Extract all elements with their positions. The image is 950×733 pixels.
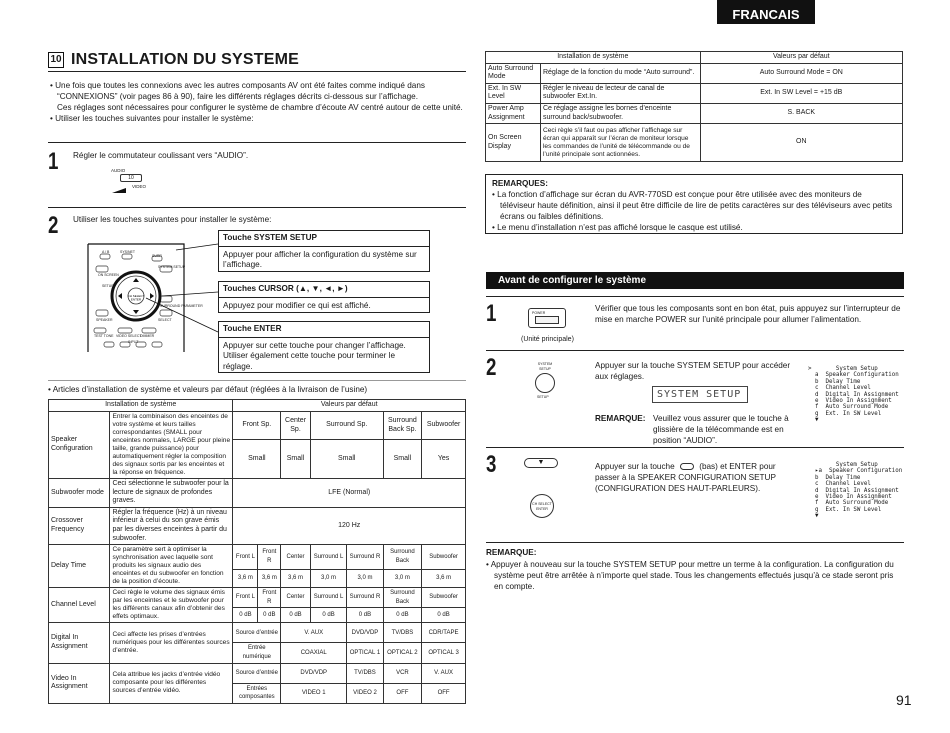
speaker-col: Front Sp. (233, 412, 281, 440)
callout-cursor (218, 281, 430, 313)
osd-line: g Ext. In SW Level (808, 506, 882, 513)
channel-col: Surround Back (383, 588, 421, 608)
delay-time-desc: Ce paramètre sert à optimiser la synchronisation avec laquelle sont produits les signaux audio des enceintes et du subwoofer en fonction de la position d’écoute. (110, 545, 233, 588)
video-in-val: VIDEO 2 (347, 683, 383, 703)
delay-col: Subwoofer (422, 545, 466, 570)
left-step-2-text: Utiliser les touches suivantes pour installer le système: (73, 215, 272, 224)
subwoofer-mode-name: Subwoofer mode (49, 479, 110, 508)
remote-label-surround-parameter: SURROUND PARAMETER (160, 304, 203, 308)
digital-in-val: CDR/TAPE (422, 623, 466, 643)
delay-val: 3,6 m (258, 569, 281, 587)
osd-line: f Auto Surround Mode (808, 500, 889, 507)
remote-label-setup: SETUP (102, 284, 114, 288)
delay-col: Front L (233, 545, 258, 570)
final-remark-title: REMARQUE: (486, 548, 537, 557)
switch-video-label: VIDEO (132, 184, 147, 189)
digital-in-name: Digital In Assignment (49, 623, 110, 663)
system-settings-table (48, 399, 466, 704)
osd-line: ▼ (808, 417, 819, 424)
power-button-illustration (528, 308, 566, 328)
speaker-val: Small (233, 440, 281, 479)
section-number: 10 (48, 52, 64, 68)
step1-rule (48, 142, 466, 143)
right-step-2-remark: Veuillez vous assurer que le touche à glissière de la télécommande est en position “AUDIO”. (653, 414, 789, 445)
video-in-name: Video In Assignment (49, 663, 110, 703)
delay-val: 3,0 m (310, 569, 346, 587)
channel-col: Surround R (347, 588, 383, 608)
callout-system-setup-head: Touche SYSTEM SETUP (219, 231, 429, 247)
digital-in-val: DVD/VDP (347, 623, 383, 643)
channel-level-desc: Ceci règle le volume des signaux émis par les enceintes et le subwoofer pour les différents canaux afin d’obtenir des effets optimaux. (110, 588, 233, 623)
video-in-val: TV/DBS (347, 663, 383, 683)
digital-in-label: Entrée numérique (233, 643, 281, 663)
right-step-3-text (595, 461, 790, 494)
right-step3-rule (486, 447, 904, 448)
channel-val: 0 dB (383, 608, 421, 623)
osd-line: a Speaker Configuration (808, 372, 899, 379)
delay-val: 3,6 m (281, 569, 311, 587)
speaker-val: Small (310, 440, 383, 479)
right-step-2-remark-label: REMARQUE: (595, 414, 646, 423)
digital-in-val: OPTICAL 1 (347, 643, 383, 663)
remote-label-dimmer: DIMMER (140, 334, 155, 338)
remote-label-test-tone: TEST TONE (94, 334, 114, 338)
channel-col: Front L (233, 588, 258, 608)
right-step-1-text: Vérifier que tous les composants sont en bon état, puis appuyez sur l’interrupteur de mise en marche POWER sur l’unité principale pour allumer l’alimentation. (595, 304, 901, 324)
video-in-val: VCR (383, 663, 421, 683)
osd-line: b Delay Time (808, 474, 861, 481)
svg-text:CH SELECT: CH SELECT (127, 294, 145, 298)
left-step-1-number: 1 (48, 148, 59, 175)
main-unit-caption: (Unité principale) (521, 336, 574, 343)
delay-col: Surround L (310, 545, 346, 570)
left-step-1-text: Régler le commutateur coulissant vers “AUDIO”. (73, 151, 249, 160)
subwoofer-mode-desc: Ceci sélectionne le subwoofer pour la lecture de signaux de profondes graves. (110, 479, 233, 508)
table-header-default: Valeurs par défaut (233, 400, 466, 412)
remarks-bullet-2: • Le menu d’installation n’est pas affiché lorsque le casque est utilisé. (492, 223, 743, 232)
osd-line: System Setup (808, 462, 878, 468)
osd-line: g Ext. In SW Level (808, 410, 882, 417)
section-title: INSTALLATION DU SYSTEME (71, 51, 300, 68)
delay-val: 3,6 m (233, 569, 258, 587)
callout-cursor-head: Touches CURSOR (▲, ▼, ◄, ►) (219, 282, 429, 298)
table-header-setting: Installation de système (49, 400, 233, 412)
osd-line: ▸a Speaker Configuration (808, 468, 903, 475)
intro-bullet-1b: Ces réglages sont nécessaires pour configurer le système de chambre d’écoute AV centré autour de cette unité. (57, 103, 463, 112)
delay-time-name: Delay Time (49, 545, 110, 588)
speaker-val: Small (383, 440, 421, 479)
extra-row-val: Auto Surround Mode = ON (700, 63, 902, 83)
remarks-box (485, 174, 903, 234)
slide-switch: 10 (120, 174, 142, 182)
osd-line: f Auto Surround Mode (808, 404, 889, 411)
switch-audio-label: AUDIO (111, 168, 126, 173)
delay-col: Center (281, 545, 311, 570)
speaker-val: Yes (422, 440, 466, 479)
enter-button: CH SELECT ENTER (530, 494, 554, 518)
lcd-display: SYSTEM SETUP (652, 386, 748, 403)
osd-screen-step2 (808, 366, 903, 424)
digital-in-val: V. AUX (281, 623, 347, 643)
extra-row-desc: Régler le niveau de lecteur de canal de subwoofer Ext.In. (540, 83, 700, 103)
callout-enter (218, 321, 430, 373)
extra-row-desc: Ce réglage assigne les bornes d’enceinte surround back/subwoofer. (540, 103, 700, 123)
right-step-3-text-b: (bas) et ENTER pour passer à la SPEAKER CONFIGURATION SETUP (CONFIGURATION DES HAUT-PARLEURS). (595, 462, 776, 493)
remarks-bullet-1: • La fonction d’affichage sur écran du AVR-770SD est conçue pour être utilisée avec des moniteurs de téléviseur haute définition, ainsi il peut être difficile de lire de petits caractères sur des téléviseurs avec petits écrans ou faibles définitions. (492, 190, 893, 221)
power-label: POWER (532, 311, 546, 315)
delay-col: Front R (258, 545, 281, 570)
callout-system-setup (218, 230, 430, 272)
remote-label-sysnet: SYS/NET (120, 250, 135, 254)
remote-label-select: SELECT (158, 318, 172, 322)
system-setup-btn-label: SYSTEM SETUP (537, 362, 553, 371)
digital-in-desc: Ceci affecte les prises d’entrées numériques pour les différentes sources d’entrée. (110, 623, 233, 663)
video-in-label: Source d’entrée (233, 663, 281, 683)
channel-col: Center (281, 588, 311, 608)
extra-row-desc: Ceci règle s’il faut ou pas afficher l’affichage sur écran qui apparaît sur l’écran de moniteur lorsque les commandes de l’unité de télécommande ou de l’unité principale sont actionnées. (540, 124, 700, 162)
video-in-val: DVD/VDP (281, 663, 347, 683)
channel-col: Front R (258, 588, 281, 608)
intro-bullet-2: • Utiliser les touches suivantes pour installer le système: (50, 114, 254, 123)
digital-in-val: OPTICAL 2 (383, 643, 421, 663)
channel-level-name: Channel Level (49, 588, 110, 623)
callout-system-setup-body: Appuyer pour afficher la configuration du système sur l’affichage. (223, 249, 417, 270)
digital-in-label: Source d’entrée (233, 623, 281, 643)
speaker-col: Center Sp. (281, 412, 311, 440)
delay-col: Surround R (347, 545, 383, 570)
final-remark-rule (486, 542, 904, 543)
speaker-config-desc: Entrer la combinaison des enceintes de votre système et leurs tailles correspondantes (SMALL pour enceintes normales, LARGE pour pleine taille, grande puissance) pour automatiquement régler la composition des signaux sortis par les enceintes et la réponse en fréquence. (110, 412, 233, 479)
final-remark-text: • Appuyer à nouveau sur la touche SYSTEM SETUP pour mettre un terme à la configuration. La configuration du système peut être arrêtée à n’importe quel stade. Tous les changements effectués jusqu’à ce stade seront pris en compte. (486, 560, 894, 591)
extra-row-val: Ext. In SW Level = +15 dB (700, 83, 902, 103)
remote-label-surr: SURR (152, 254, 162, 258)
remote-label-system-setup: SYSTEM SETUP (158, 265, 186, 269)
right-step2-rule (486, 350, 904, 351)
right-step-3-number: 3 (486, 451, 497, 478)
system-setup-button (535, 373, 555, 393)
video-in-val: VIDEO 1 (281, 683, 347, 703)
extra-row-name: On Screen Display (486, 124, 541, 162)
osd-line: c Channel Level (808, 385, 871, 392)
delay-col: Surround Back (383, 545, 421, 570)
left-step-2-number: 2 (48, 212, 59, 239)
channel-val: 0 dB (310, 608, 346, 623)
delay-val: 3,6 m (422, 569, 466, 587)
extra-header-setting: Installation de système (486, 52, 701, 64)
channel-col: Surround L (310, 588, 346, 608)
extra-row-desc: Réglage de la fonction du mode “Auto surround”. (540, 63, 700, 83)
extra-row-name: Auto Surround Mode (486, 63, 541, 83)
delay-val: 3,0 m (383, 569, 421, 587)
extra-row-val: S. BACK (700, 103, 902, 123)
extra-row-name: Power Amp Assignment (486, 103, 541, 123)
extra-row-val: ON (700, 124, 902, 162)
crossover-val: 120 Hz (233, 507, 466, 544)
right-step-2-number: 2 (486, 354, 497, 381)
right-step-3-text-a: Appuyer sur la touche (595, 462, 675, 471)
osd-screen-step3 (808, 462, 903, 520)
items-rule (48, 380, 466, 381)
delay-val: 3,0 m (347, 569, 383, 587)
right-step-1-number: 1 (486, 300, 497, 327)
remote-label-on-screen: ON SCREEN (98, 273, 119, 277)
crossover-desc: Régler la fréquence (Hz) à un niveau inférieur à celui du son grave émis par les diverses enceintes à partir du subwoofer. (110, 507, 233, 544)
video-in-val: V. AUX (422, 663, 466, 683)
crossover-name: Crossover Frequency (49, 507, 110, 544)
extra-header-default: Valeurs par défaut (700, 52, 902, 64)
osd-line: e Video In Assignment (808, 494, 892, 501)
remote-label-input: INPUT (128, 340, 139, 344)
extra-settings-table (485, 51, 903, 162)
callout-enter-body: Appuyer sur cette touche pour changer l’affichage. Utiliser également cette touche pour terminer le réglage. (223, 340, 406, 371)
digital-in-val: TV/DBS (383, 623, 421, 643)
digital-in-val: COAXIAL (281, 643, 347, 663)
subwoofer-mode-val: LFE (Normal) (233, 479, 466, 508)
speaker-col: Surround Sp. (310, 412, 383, 440)
osd-line: b Delay Time (808, 378, 861, 385)
remote-label-ab: A / B (102, 250, 110, 254)
channel-val: 0 dB (422, 608, 466, 623)
right-step-2-text: Appuyer sur la touche SYSTEM SETUP pour accéder aux réglages. (595, 361, 791, 381)
osd-line: > System Setup (808, 366, 878, 372)
cursor-down-button: ▼ (524, 458, 558, 468)
speaker-val: Small (281, 440, 311, 479)
step2-rule (48, 207, 466, 208)
down-key-icon (680, 463, 694, 470)
video-in-val: OFF (383, 683, 421, 703)
osd-line: e Video In Assignment (808, 398, 892, 405)
remote-label-speaker: SPEAKER (96, 318, 113, 322)
intro-text (50, 80, 466, 124)
intro-bullet-1: • Une fois que toutes les connexions avec les autres composants AV ont été faites comme indiqué dans “CONNEXIONS” (voir pages 86 à 90), faire les différents réglages décrits ci-dessous sur l’affichage. (50, 81, 426, 101)
title-rule (48, 71, 466, 72)
remote-label-video-select: VIDEO SELECT (116, 334, 142, 338)
channel-col: Subwoofer (422, 588, 466, 608)
right-step1-rule (486, 296, 904, 297)
page-number: 91 (896, 692, 912, 708)
items-caption: • Articles d’installation de système et valeurs par défaut (réglées à la livraison de l’usine) (48, 385, 368, 394)
video-in-label: Entrées composantes (233, 683, 281, 703)
callout-enter-head: Touche ENTER (219, 322, 429, 338)
osd-line: d Digital In Assignment (808, 391, 899, 398)
speaker-config-name: Speaker Configuration (49, 412, 110, 479)
before-config-heading: Avant de configurer le système (486, 272, 904, 289)
channel-val: 0 dB (281, 608, 311, 623)
osd-line: ▼ (808, 513, 819, 520)
channel-val: 0 dB (233, 608, 258, 623)
svg-text:ENTER: ENTER (130, 297, 142, 302)
callout-cursor-body: Appuyez pour modifier ce qui est affiché. (223, 300, 371, 310)
power-switch (535, 316, 559, 324)
speaker-col: Surround Back Sp. (383, 412, 421, 440)
setup-btn-label: SETUP (537, 395, 549, 399)
video-in-desc: Cela attribue les jacks d’entrée vidéo composante pour les différentes sources d’entrée vidéo. (110, 663, 233, 703)
channel-val: 0 dB (258, 608, 281, 623)
osd-line: c Channel Level (808, 481, 871, 488)
extra-row-name: Ext. In SW Level (486, 83, 541, 103)
osd-line: d Digital In Assignment (808, 487, 899, 494)
language-tab: FRANCAIS (717, 0, 815, 24)
remarks-title: REMARQUES: (492, 179, 548, 188)
video-in-val: OFF (422, 683, 466, 703)
digital-in-val: OPTICAL 3 (422, 643, 466, 663)
slide-switch-illustration (108, 168, 158, 198)
finger-icon (112, 188, 126, 193)
speaker-col: Subwoofer (422, 412, 466, 440)
channel-val: 0 dB (347, 608, 383, 623)
